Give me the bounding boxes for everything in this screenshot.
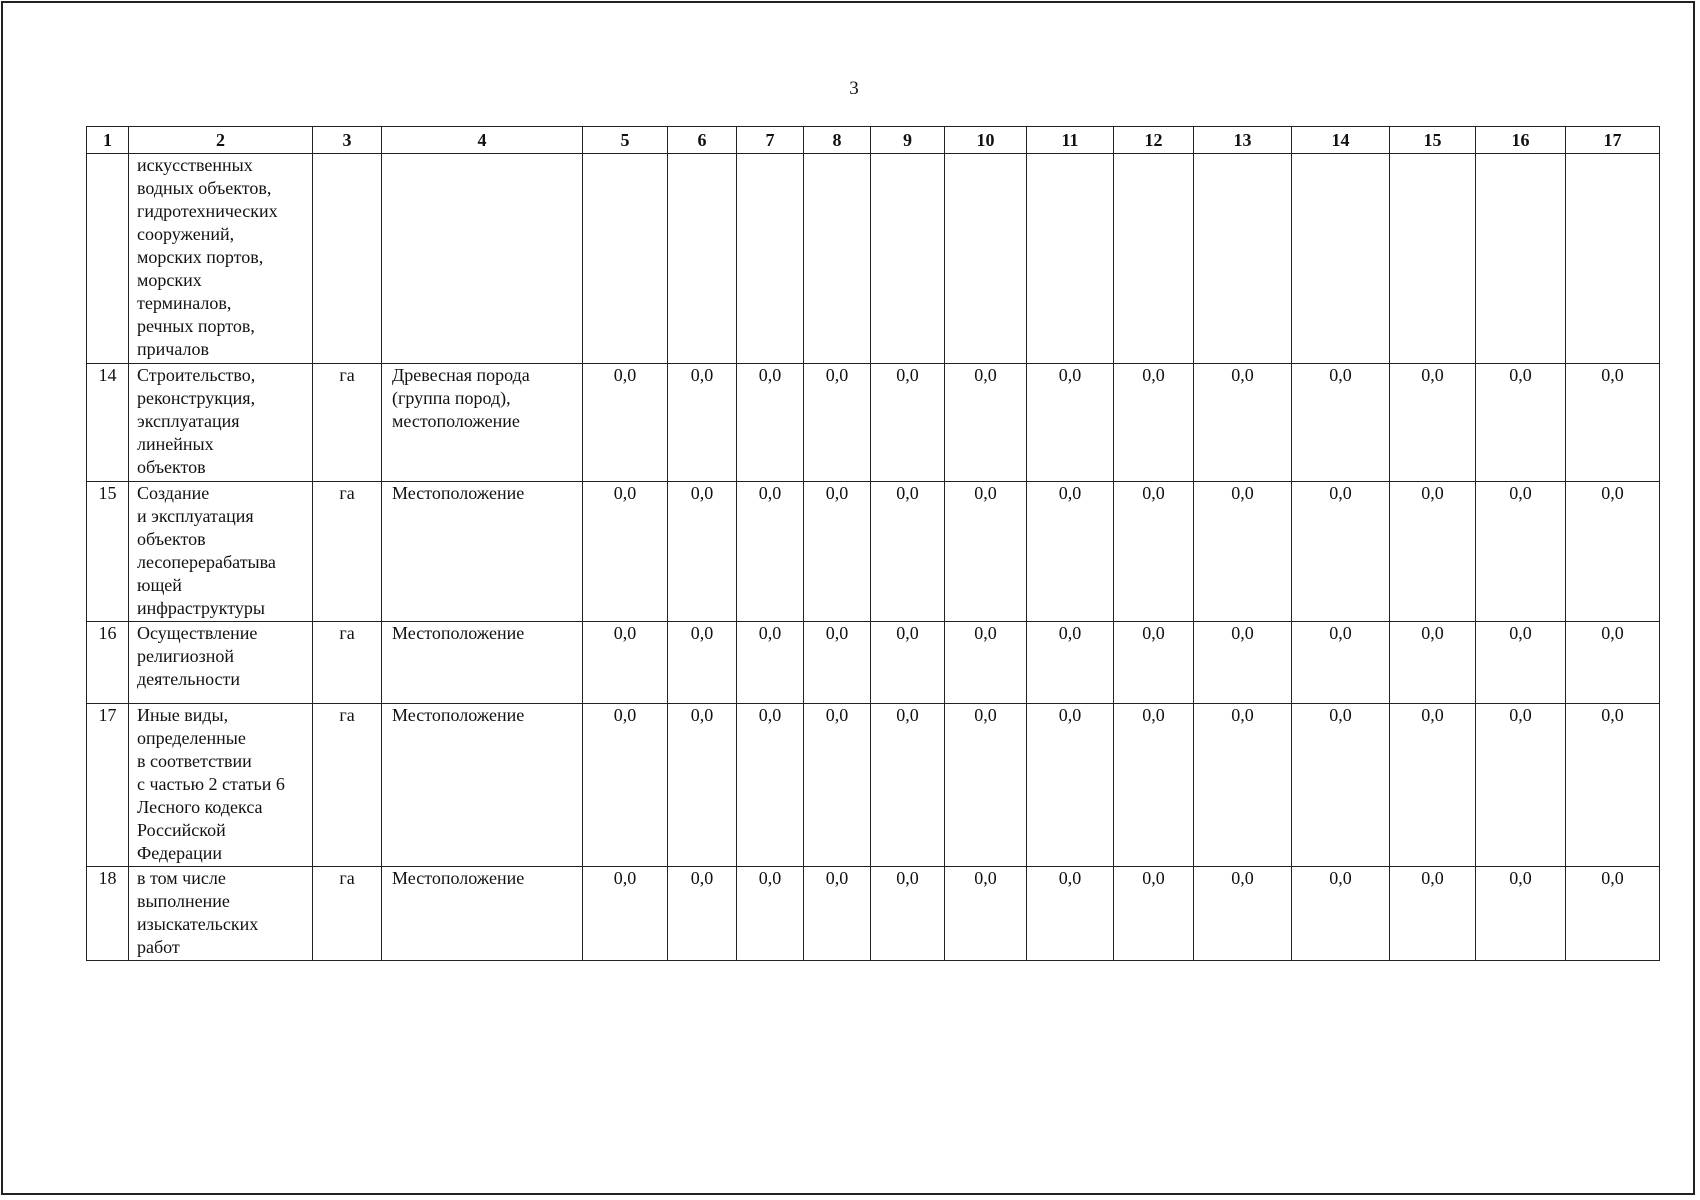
feature-cell-text: Местоположение bbox=[392, 623, 525, 643]
value-cell-text: 0,0 bbox=[613, 483, 637, 503]
row-number-cell-text: 17 bbox=[98, 705, 117, 725]
value-cell-text: 0,0 bbox=[974, 705, 997, 725]
unit-cell bbox=[313, 154, 382, 364]
value-cell bbox=[583, 154, 668, 364]
value-cell bbox=[1027, 622, 1114, 704]
table-row bbox=[87, 482, 1660, 622]
value-cell bbox=[804, 364, 871, 482]
feature-cell-text: Местоположение bbox=[392, 705, 525, 725]
value-cell bbox=[1476, 364, 1566, 482]
value-cell-text: 0,0 bbox=[1421, 868, 1444, 888]
value-cell-text: 0,0 bbox=[1142, 705, 1165, 725]
table-row bbox=[87, 364, 1660, 482]
value-cell bbox=[1566, 482, 1660, 622]
value-cell-text: 0,0 bbox=[1601, 365, 1624, 385]
value-cell-text: 0,0 bbox=[825, 623, 849, 643]
value-cell bbox=[737, 482, 804, 622]
value-cell bbox=[1292, 154, 1390, 364]
table-row bbox=[87, 622, 1660, 704]
value-cell bbox=[1027, 704, 1114, 867]
unit-cell-text: га bbox=[339, 623, 355, 643]
feature-cell-text: Местоположение bbox=[392, 868, 525, 888]
row-number-cell bbox=[87, 364, 129, 482]
column-header: 5 bbox=[583, 127, 668, 154]
value-cell bbox=[1476, 154, 1566, 364]
value-cell-text: 0,0 bbox=[896, 365, 919, 385]
value-cell bbox=[1292, 704, 1390, 867]
value-cell bbox=[1566, 704, 1660, 867]
value-cell-text: 0,0 bbox=[1421, 483, 1444, 503]
value-cell-text: 0,0 bbox=[690, 705, 714, 725]
feature-cell-text: Древесная порода (группа пород), местоположение bbox=[392, 365, 530, 431]
value-cell-text: 0,0 bbox=[1058, 623, 1082, 643]
value-cell-text: 0,0 bbox=[896, 623, 919, 643]
value-cell bbox=[737, 154, 804, 364]
value-cell-text: 0,0 bbox=[1509, 705, 1532, 725]
value-cell-text: 0,0 bbox=[825, 365, 849, 385]
value-cell bbox=[804, 867, 871, 961]
column-header: 7 bbox=[737, 127, 804, 154]
row-number-cell bbox=[87, 704, 129, 867]
value-cell-text: 0,0 bbox=[1329, 483, 1352, 503]
feature-cell bbox=[382, 482, 583, 622]
value-cell-text: 0,0 bbox=[690, 483, 714, 503]
value-cell bbox=[871, 482, 945, 622]
column-header: 3 bbox=[313, 127, 382, 154]
value-cell bbox=[737, 704, 804, 867]
unit-cell bbox=[313, 364, 382, 482]
use-type-cell bbox=[129, 867, 313, 961]
value-cell bbox=[1194, 704, 1292, 867]
value-cell bbox=[1566, 364, 1660, 482]
column-header: 4 bbox=[382, 127, 583, 154]
value-cell bbox=[1292, 482, 1390, 622]
value-cell-text: 0,0 bbox=[825, 868, 849, 888]
value-cell bbox=[737, 364, 804, 482]
value-cell bbox=[945, 482, 1027, 622]
value-cell bbox=[1114, 482, 1194, 622]
value-cell-text: 0,0 bbox=[1329, 705, 1352, 725]
value-cell-text: 0,0 bbox=[896, 705, 919, 725]
use-type-cell-text: Строительство, реконструкция, эксплуатация линейных объектов bbox=[137, 365, 256, 477]
value-cell-text: 0,0 bbox=[1329, 623, 1352, 643]
column-header: 11 bbox=[1027, 127, 1114, 154]
value-cell bbox=[1114, 364, 1194, 482]
value-cell bbox=[945, 154, 1027, 364]
value-cell bbox=[945, 622, 1027, 704]
unit-cell bbox=[313, 482, 382, 622]
value-cell bbox=[668, 154, 737, 364]
unit-cell-text: га bbox=[339, 365, 355, 385]
value-cell bbox=[668, 622, 737, 704]
value-cell bbox=[583, 364, 668, 482]
value-cell-text: 0,0 bbox=[690, 623, 714, 643]
use-type-cell bbox=[129, 364, 313, 482]
value-cell-text: 0,0 bbox=[974, 365, 997, 385]
value-cell bbox=[1566, 867, 1660, 961]
value-cell-text: 0,0 bbox=[896, 868, 919, 888]
value-cell-text: 0,0 bbox=[758, 705, 782, 725]
value-cell-text: 0,0 bbox=[1421, 705, 1444, 725]
row-number-cell bbox=[87, 482, 129, 622]
value-cell bbox=[583, 704, 668, 867]
feature-cell bbox=[382, 364, 583, 482]
value-cell-text: 0,0 bbox=[613, 365, 637, 385]
value-cell-text: 0,0 bbox=[825, 705, 849, 725]
value-cell bbox=[1194, 622, 1292, 704]
value-cell bbox=[1390, 154, 1476, 364]
value-cell-text: 0,0 bbox=[613, 868, 637, 888]
row-number-cell-text: 14 bbox=[98, 365, 117, 385]
value-cell-text: 0,0 bbox=[1142, 483, 1165, 503]
value-cell-text: 0,0 bbox=[896, 483, 919, 503]
value-cell bbox=[1390, 482, 1476, 622]
use-type-cell-text: Иные виды, определенные в соответствии с частью 2 статьи 6 Лесного кодекса Российской Федерации bbox=[137, 705, 285, 863]
value-cell-text: 0,0 bbox=[1329, 868, 1352, 888]
value-cell bbox=[804, 622, 871, 704]
value-cell-text: 0,0 bbox=[1509, 868, 1532, 888]
unit-cell-text: га bbox=[339, 868, 355, 888]
value-cell-text: 0,0 bbox=[1058, 365, 1082, 385]
header-row bbox=[87, 127, 1660, 154]
value-cell bbox=[1390, 867, 1476, 961]
value-cell bbox=[1027, 482, 1114, 622]
row-number-cell-text: 16 bbox=[98, 623, 117, 643]
value-cell bbox=[1194, 867, 1292, 961]
feature-cell-text: Местоположение bbox=[392, 483, 525, 503]
table-body bbox=[87, 154, 1660, 961]
value-cell bbox=[804, 482, 871, 622]
value-cell-text: 0,0 bbox=[1329, 365, 1352, 385]
row-number-cell bbox=[87, 867, 129, 961]
column-header: 1 bbox=[87, 127, 129, 154]
use-type-cell bbox=[129, 154, 313, 364]
column-header: 13 bbox=[1194, 127, 1292, 154]
use-type-cell bbox=[129, 622, 313, 704]
value-cell bbox=[583, 482, 668, 622]
value-cell bbox=[668, 867, 737, 961]
value-cell bbox=[1390, 364, 1476, 482]
value-cell-text: 0,0 bbox=[1142, 365, 1165, 385]
page-number: 3 bbox=[849, 78, 859, 99]
value-cell bbox=[668, 704, 737, 867]
feature-cell bbox=[382, 704, 583, 867]
value-cell bbox=[1194, 364, 1292, 482]
value-cell-text: 0,0 bbox=[1231, 705, 1254, 725]
column-header: 6 bbox=[668, 127, 737, 154]
value-cell-text: 0,0 bbox=[1231, 483, 1254, 503]
value-cell-text: 0,0 bbox=[1601, 868, 1624, 888]
column-header: 12 bbox=[1114, 127, 1194, 154]
value-cell-text: 0,0 bbox=[825, 483, 849, 503]
value-cell bbox=[871, 704, 945, 867]
value-cell-text: 0,0 bbox=[1421, 365, 1444, 385]
value-cell bbox=[1476, 482, 1566, 622]
value-cell bbox=[1476, 622, 1566, 704]
value-cell bbox=[1027, 364, 1114, 482]
table-row bbox=[87, 867, 1660, 961]
value-cell bbox=[1566, 154, 1660, 364]
use-type-cell-text: в том числе выполнение изыскательских работ bbox=[137, 868, 259, 957]
value-cell bbox=[1194, 482, 1292, 622]
value-cell bbox=[871, 364, 945, 482]
column-header: 8 bbox=[804, 127, 871, 154]
table-row bbox=[87, 704, 1660, 867]
value-cell-text: 0,0 bbox=[1231, 868, 1254, 888]
value-cell-text: 0,0 bbox=[1058, 483, 1082, 503]
value-cell-text: 0,0 bbox=[1231, 623, 1254, 643]
value-cell bbox=[1114, 622, 1194, 704]
value-cell bbox=[1292, 622, 1390, 704]
column-header: 14 bbox=[1292, 127, 1390, 154]
use-type-cell bbox=[129, 704, 313, 867]
value-cell bbox=[1027, 867, 1114, 961]
unit-cell-text: га bbox=[339, 483, 355, 503]
value-cell bbox=[804, 154, 871, 364]
value-cell bbox=[1566, 622, 1660, 704]
value-cell bbox=[871, 867, 945, 961]
value-cell-text: 0,0 bbox=[1601, 705, 1624, 725]
unit-cell bbox=[313, 622, 382, 704]
value-cell-text: 0,0 bbox=[758, 623, 782, 643]
row-number-cell-text: 15 bbox=[98, 483, 117, 503]
value-cell bbox=[945, 364, 1027, 482]
feature-cell bbox=[382, 867, 583, 961]
column-header: 16 bbox=[1476, 127, 1566, 154]
value-cell-text: 0,0 bbox=[1231, 365, 1254, 385]
value-cell bbox=[668, 482, 737, 622]
column-header: 15 bbox=[1390, 127, 1476, 154]
use-type-cell bbox=[129, 482, 313, 622]
value-cell-text: 0,0 bbox=[1058, 705, 1082, 725]
value-cell-text: 0,0 bbox=[613, 623, 637, 643]
value-cell bbox=[737, 622, 804, 704]
column-header: 2 bbox=[129, 127, 313, 154]
column-header: 17 bbox=[1566, 127, 1660, 154]
value-cell-text: 0,0 bbox=[1421, 623, 1444, 643]
value-cell bbox=[583, 622, 668, 704]
use-type-cell-text: искусственных водных объектов, гидротехнических сооружений, морских портов, морских терминалов, речных портов, причалов bbox=[137, 155, 278, 359]
value-cell-text: 0,0 bbox=[1601, 623, 1624, 643]
value-cell-text: 0,0 bbox=[1142, 868, 1165, 888]
value-cell bbox=[1114, 867, 1194, 961]
value-cell bbox=[1027, 154, 1114, 364]
value-cell-text: 0,0 bbox=[1509, 365, 1532, 385]
value-cell bbox=[871, 622, 945, 704]
value-cell-text: 0,0 bbox=[1601, 483, 1624, 503]
value-cell bbox=[583, 867, 668, 961]
value-cell bbox=[668, 364, 737, 482]
feature-cell bbox=[382, 154, 583, 364]
value-cell bbox=[1476, 704, 1566, 867]
use-type-cell-text: Осуществление религиозной деятельности bbox=[137, 623, 258, 689]
use-type-cell-text: Создание и эксплуатация объектов лесоперерабатыва ющей инфраструктуры bbox=[137, 483, 276, 618]
value-cell-text: 0,0 bbox=[1509, 623, 1532, 643]
column-header: 10 bbox=[945, 127, 1027, 154]
land-use-table bbox=[86, 126, 1660, 961]
row-number-cell bbox=[87, 154, 129, 364]
feature-cell bbox=[382, 622, 583, 704]
value-cell-text: 0,0 bbox=[1058, 868, 1082, 888]
value-cell-text: 0,0 bbox=[1142, 623, 1165, 643]
value-cell-text: 0,0 bbox=[758, 483, 782, 503]
value-cell-text: 0,0 bbox=[613, 705, 637, 725]
value-cell bbox=[1476, 867, 1566, 961]
unit-cell bbox=[313, 704, 382, 867]
value-cell-text: 0,0 bbox=[1509, 483, 1532, 503]
value-cell bbox=[804, 704, 871, 867]
value-cell bbox=[1390, 622, 1476, 704]
value-cell-text: 0,0 bbox=[758, 868, 782, 888]
value-cell-text: 0,0 bbox=[690, 868, 714, 888]
unit-cell-text: га bbox=[339, 705, 355, 725]
value-cell bbox=[871, 154, 945, 364]
value-cell bbox=[1292, 867, 1390, 961]
value-cell bbox=[737, 867, 804, 961]
row-number-cell bbox=[87, 622, 129, 704]
value-cell-text: 0,0 bbox=[974, 868, 997, 888]
row-number-cell-text: 18 bbox=[98, 868, 117, 888]
value-cell bbox=[945, 867, 1027, 961]
value-cell bbox=[1194, 154, 1292, 364]
value-cell bbox=[1114, 154, 1194, 364]
value-cell bbox=[1390, 704, 1476, 867]
table-row bbox=[87, 154, 1660, 364]
value-cell-text: 0,0 bbox=[974, 623, 997, 643]
value-cell-text: 0,0 bbox=[974, 483, 997, 503]
unit-cell bbox=[313, 867, 382, 961]
value-cell-text: 0,0 bbox=[690, 365, 714, 385]
value-cell bbox=[1114, 704, 1194, 867]
value-cell bbox=[1292, 364, 1390, 482]
value-cell bbox=[945, 704, 1027, 867]
value-cell-text: 0,0 bbox=[758, 365, 782, 385]
column-header: 9 bbox=[871, 127, 945, 154]
